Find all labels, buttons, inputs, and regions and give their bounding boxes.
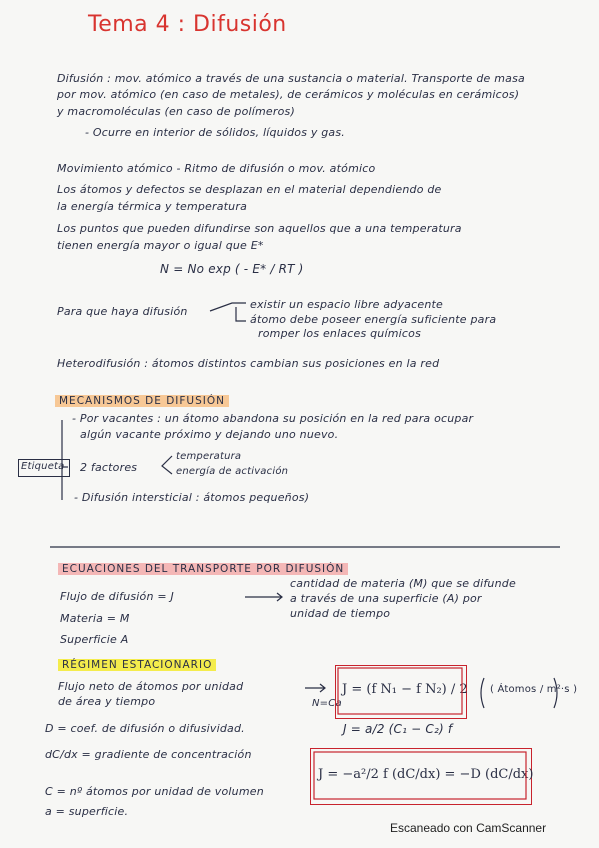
flujo-arrow [245, 593, 282, 601]
def-line-3: unidad de tiempo [290, 607, 391, 620]
ecuaciones-header-text: ECUACIONES DEL TRANSPORTE POR DIFUSIÓN [58, 563, 348, 575]
vacantes-line-2: algún vacante próximo y dejando uno nuevo. [80, 428, 339, 441]
equation-2: J = a/2 (C₁ − C₂) f [343, 722, 453, 736]
equation-box-1-inner [338, 668, 462, 714]
intro-line-1: Difusión : mov. atómico a través de una sustancia o material. Transporte de masa [57, 72, 525, 85]
condicion-branch-1: existir un espacio libre adyacente [250, 298, 443, 311]
condicion-lead: Para que haya difusión [57, 305, 188, 318]
factores-brace [162, 456, 172, 474]
flujo-difusion: Flujo de difusión = J [60, 590, 174, 603]
units-label: ( Átomos / m²·s ) [490, 684, 578, 695]
vacantes-line-1: - Por vacantes : un átomo abandona su posición en la red para ocupar [72, 412, 474, 425]
condicion-branch-2: átomo debe poseer energía suficiente para [250, 313, 497, 326]
factores-label: 2 factores [80, 461, 138, 474]
intro-line-4: - Ocurre en interior de sólidos, líquidos y gas. [85, 126, 346, 139]
d-definition: D = coef. de difusión o difusividad. [45, 722, 245, 735]
intro-line-2: por mov. atómico (en caso de metales), de cerámicos y moléculas en cerámicos) [57, 88, 520, 101]
equation-3: J = −a²/2 f (dC/dx) = −D (dC/dx) [318, 767, 534, 782]
c-definition: C = nº átomos por unidad de volumen [45, 785, 264, 798]
regimen-arrow [305, 684, 325, 692]
intersticial-line: - Difusión intersticial : átomos pequeños) [74, 491, 310, 504]
factor-energia: energía de activación [176, 466, 289, 477]
def-line-1: cantidad de materia (M) que se difunde [290, 577, 516, 590]
regimen-flujo-2: de área y tiempo [58, 695, 156, 708]
units-paren-right [554, 678, 557, 708]
regimen-header-text: RÉGIMEN ESTACIONARIO [58, 659, 216, 671]
arrow-branch-2 [236, 307, 246, 321]
nca-label: N=Ca [312, 698, 342, 709]
def-line-2: a través de una superficie (A) por [290, 592, 482, 605]
gradient-definition: dC/dx = gradiente de concentración [45, 748, 252, 761]
a-definition: a = superficie. [45, 805, 129, 818]
condicion-branch-2b: romper los enlaces químicos [258, 327, 422, 340]
factor-temperatura: temperatura [176, 451, 242, 462]
mov-line-5: tienen energía mayor o igual que E* [57, 239, 264, 252]
intro-line-3: y macromoléculas (en caso de polímeros) [57, 105, 295, 118]
mecanismos-header-text: MECANISMOS DE DIFUSIÓN [55, 395, 229, 407]
scanner-watermark: Escaneado con CamScanner [390, 821, 547, 835]
etiqueta-label: Etiqueta [21, 461, 65, 472]
equation-1: J = (f N₁ − f N₂) / 2 [342, 682, 468, 697]
mov-line-1: Movimiento atómico - Ritmo de difusión o mov. atómico [57, 162, 376, 175]
page-title: Tema 4 : Difusión [88, 12, 287, 37]
mov-line-4: Los puntos que pueden difundirse son aquellos que a una temperatura [57, 222, 462, 235]
materia-label: Materia = M [60, 612, 130, 625]
superficie-label: Superficie A [60, 633, 129, 646]
regimen-flujo-1: Flujo neto de átomos por unidad [58, 680, 244, 693]
mov-line-2: Los átomos y defectos se desplazan en el material dependiendo de [57, 183, 442, 196]
arrhenius-formula: N = No exp ( - E* / RT ) [160, 262, 304, 276]
mov-line-3: la energía térmica y temperatura [57, 200, 248, 213]
heterodifusion: Heterodifusión : átomos distintos cambian sus posiciones en la red [57, 357, 440, 370]
arrow-branch-1 [210, 303, 246, 311]
units-paren-left [481, 678, 484, 708]
equation-box-3-inner [314, 752, 526, 799]
